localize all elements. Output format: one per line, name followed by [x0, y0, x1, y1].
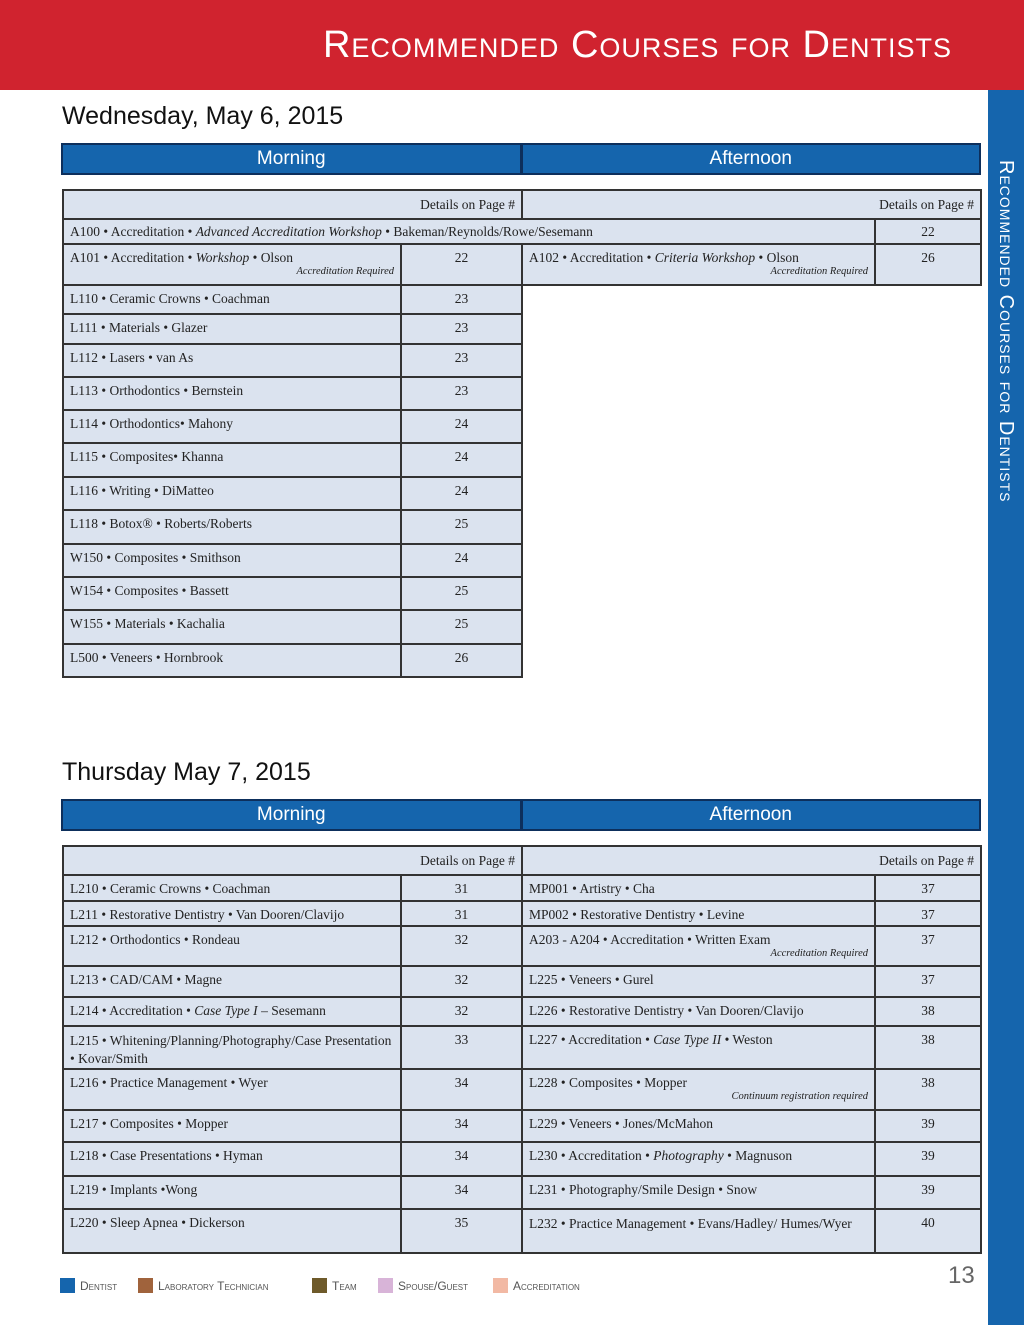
course-cell: L214 • Accreditation • Case Type I – Sesemann [63, 997, 401, 1026]
course-cell: W150 • Composites • Smithson [63, 544, 401, 577]
course-cell: L217 • Composites • Mopper [63, 1110, 401, 1142]
morning-header: Morning [63, 145, 520, 173]
course-cell: L219 • Implants •Wong [63, 1176, 401, 1209]
page-cell: 32 [401, 926, 522, 966]
page-cell: 37 [875, 901, 981, 926]
course-cell: L110 • Ceramic Crowns • Coachman [63, 285, 401, 314]
page-cell: 37 [875, 926, 981, 966]
course-cell: L229 • Veneers • Jones/McMahon [522, 1110, 875, 1142]
course-cell: L210 • Ceramic Crowns • Coachman [63, 875, 401, 901]
table-row [63, 1142, 981, 1176]
page-cell: 32 [401, 966, 522, 997]
morning-header: Morning [63, 801, 520, 829]
page-cell: 24 [401, 443, 522, 477]
header-band [0, 0, 1024, 90]
course-cell: L212 • Orthodontics • Rondeau [63, 926, 401, 966]
course-cell: L213 • CAD/CAM • Magne [63, 966, 401, 997]
page-cell: 23 [401, 314, 522, 344]
page-cell: 35 [401, 1209, 522, 1253]
table-row [63, 644, 981, 677]
legend-swatch [312, 1278, 327, 1293]
table-header-row [63, 190, 981, 219]
table-row [63, 1069, 981, 1110]
course-cell: W154 • Composites • Bassett [63, 577, 401, 610]
legend-item-spouse-guest: Spouse/Guest [378, 1278, 468, 1293]
page-number: 13 [948, 1262, 975, 1289]
page-cell: 31 [401, 875, 522, 901]
course-cell: A203 - A204 • Accreditation • Written Exam Accreditation Required [522, 926, 875, 966]
course-note: Accreditation Required [296, 266, 394, 277]
details-page-header-morning: Details on Page # [63, 190, 522, 219]
table-row [63, 244, 981, 285]
page-cell: 25 [401, 577, 522, 610]
page-cell: 39 [875, 1176, 981, 1209]
legend-item-laboratory-technician: Laboratory Technician [138, 1278, 268, 1293]
course-cell: L228 • Composites • Mopper Continuum registration required [522, 1069, 875, 1110]
course-cell: L216 • Practice Management • Wyer [63, 1069, 401, 1110]
page-cell: 34 [401, 1142, 522, 1176]
legend-swatch [378, 1278, 393, 1293]
schedule-table-wednesday [62, 189, 982, 678]
legend-item-accreditation: Accreditation [493, 1278, 580, 1293]
page-cell: 23 [401, 377, 522, 410]
course-cell: L227 • Accreditation • Case Type II • Weston [522, 1026, 875, 1069]
period-bar [61, 143, 981, 175]
table-row [63, 966, 981, 997]
table-row [63, 344, 981, 377]
page-cell: 40 [875, 1209, 981, 1253]
table-row [63, 610, 981, 644]
course-cell: L225 • Veneers • Gurel [522, 966, 875, 997]
details-page-header-afternoon: Details on Page # [522, 190, 981, 219]
legend-item-team: Team [312, 1278, 357, 1293]
page-cell: 26 [875, 244, 981, 285]
page-cell: 24 [401, 477, 522, 510]
page-cell: 31 [401, 901, 522, 926]
table-row [63, 219, 981, 244]
table-row [63, 314, 981, 344]
course-cell: A100 • Accreditation • Advanced Accreditation Workshop • Bakeman/Reynolds/Rowe/Sesemann [63, 219, 875, 244]
legend-swatch [493, 1278, 508, 1293]
legend-item-dentist: Dentist [60, 1278, 117, 1293]
table-row [63, 544, 981, 577]
page-cell: 34 [401, 1069, 522, 1110]
side-tab [988, 90, 1024, 1325]
page-cell: 32 [401, 997, 522, 1026]
course-note: Accreditation Required [770, 948, 869, 959]
page-cell: 26 [401, 644, 522, 677]
legend-swatch [138, 1278, 153, 1293]
table-row [63, 1176, 981, 1209]
schedule-table-thursday [62, 845, 982, 1254]
course-cell: L211 • Restorative Dentistry • Van Dooren/Clavijo [63, 901, 401, 926]
table-row [63, 1209, 981, 1253]
course-cell: L232 • Practice Management • Evans/Hadley/ Humes/Wyer [522, 1209, 875, 1253]
course-cell: L111 • Materials • Glazer [63, 314, 401, 344]
table-row [63, 875, 981, 901]
page-cell: 25 [401, 610, 522, 644]
table-row [63, 510, 981, 544]
page-cell: 23 [401, 285, 522, 314]
afternoon-header: Afternoon [520, 801, 980, 829]
page-title: Recommended Courses for Dentists [322, 24, 952, 66]
page-cell: 38 [875, 1026, 981, 1069]
details-page-header-morning: Details on Page # [63, 846, 522, 875]
course-cell: L500 • Veneers • Hornbrook [63, 644, 401, 677]
course-cell: L226 • Restorative Dentistry • Van Dooren/Clavijo [522, 997, 875, 1026]
table-row [63, 1110, 981, 1142]
course-cell: A102 • Accreditation • Criteria Workshop • Olson Accreditation Required [522, 244, 875, 285]
table-row [63, 443, 981, 477]
table-row [63, 285, 981, 314]
page-cell: 39 [875, 1110, 981, 1142]
side-tab-label: Recommended Courses for Dentists [995, 160, 1017, 503]
page-cell: 37 [875, 966, 981, 997]
page-cell: 25 [401, 510, 522, 544]
course-cell: L116 • Writing • DiMatteo [63, 477, 401, 510]
page-cell: 37 [875, 875, 981, 901]
course-cell: L215 • Whitening/Planning/Photography/Case Presentation • Kovar/Smith [63, 1026, 401, 1069]
legend-swatch [60, 1278, 75, 1293]
course-note: Accreditation Required [770, 266, 869, 277]
table-row [63, 926, 981, 966]
course-cell: L112 • Lasers • van As [63, 344, 401, 377]
page-cell: 39 [875, 1142, 981, 1176]
course-cell: L220 • Sleep Apnea • Dickerson [63, 1209, 401, 1253]
course-cell: MP001 • Artistry • Cha [522, 875, 875, 901]
page-cell: 23 [401, 344, 522, 377]
course-note: Continuum registration required [731, 1091, 869, 1102]
page-cell: 33 [401, 1026, 522, 1069]
page-cell: 24 [401, 544, 522, 577]
course-cell: W155 • Materials • Kachalia [63, 610, 401, 644]
course-cell: L115 • Composites• Khanna [63, 443, 401, 477]
course-cell: L118 • Botox® • Roberts/Roberts [63, 510, 401, 544]
page-cell: 24 [401, 410, 522, 443]
day-title-thursday: Thursday May 7, 2015 [62, 758, 311, 786]
course-cell: L113 • Orthodontics • Bernstein [63, 377, 401, 410]
page-cell: 22 [401, 244, 522, 285]
table-row [63, 901, 981, 926]
table-row [63, 997, 981, 1026]
course-cell: L114 • Orthodontics• Mahony [63, 410, 401, 443]
table-row [63, 410, 981, 443]
table-row [63, 1026, 981, 1069]
course-cell: A101 • Accreditation • Workshop • Olson Accreditation Required [63, 244, 401, 285]
page-cell: 34 [401, 1110, 522, 1142]
course-cell: MP002 • Restorative Dentistry • Levine [522, 901, 875, 926]
day-title-wednesday: Wednesday, May 6, 2015 [62, 102, 344, 130]
page-cell: 22 [875, 219, 981, 244]
page-cell: 38 [875, 1069, 981, 1110]
course-cell: L218 • Case Presentations • Hyman [63, 1142, 401, 1176]
details-page-header-afternoon: Details on Page # [522, 846, 981, 875]
table-header-row [63, 846, 981, 875]
table-row [63, 477, 981, 510]
afternoon-header: Afternoon [520, 145, 980, 173]
page-cell: 38 [875, 997, 981, 1026]
course-cell: L230 • Accreditation • Photography • Magnuson [522, 1142, 875, 1176]
table-row [63, 577, 981, 610]
table-row [63, 377, 981, 410]
course-cell: L231 • Photography/Smile Design • Snow [522, 1176, 875, 1209]
page-cell: 34 [401, 1176, 522, 1209]
period-bar [61, 799, 981, 831]
